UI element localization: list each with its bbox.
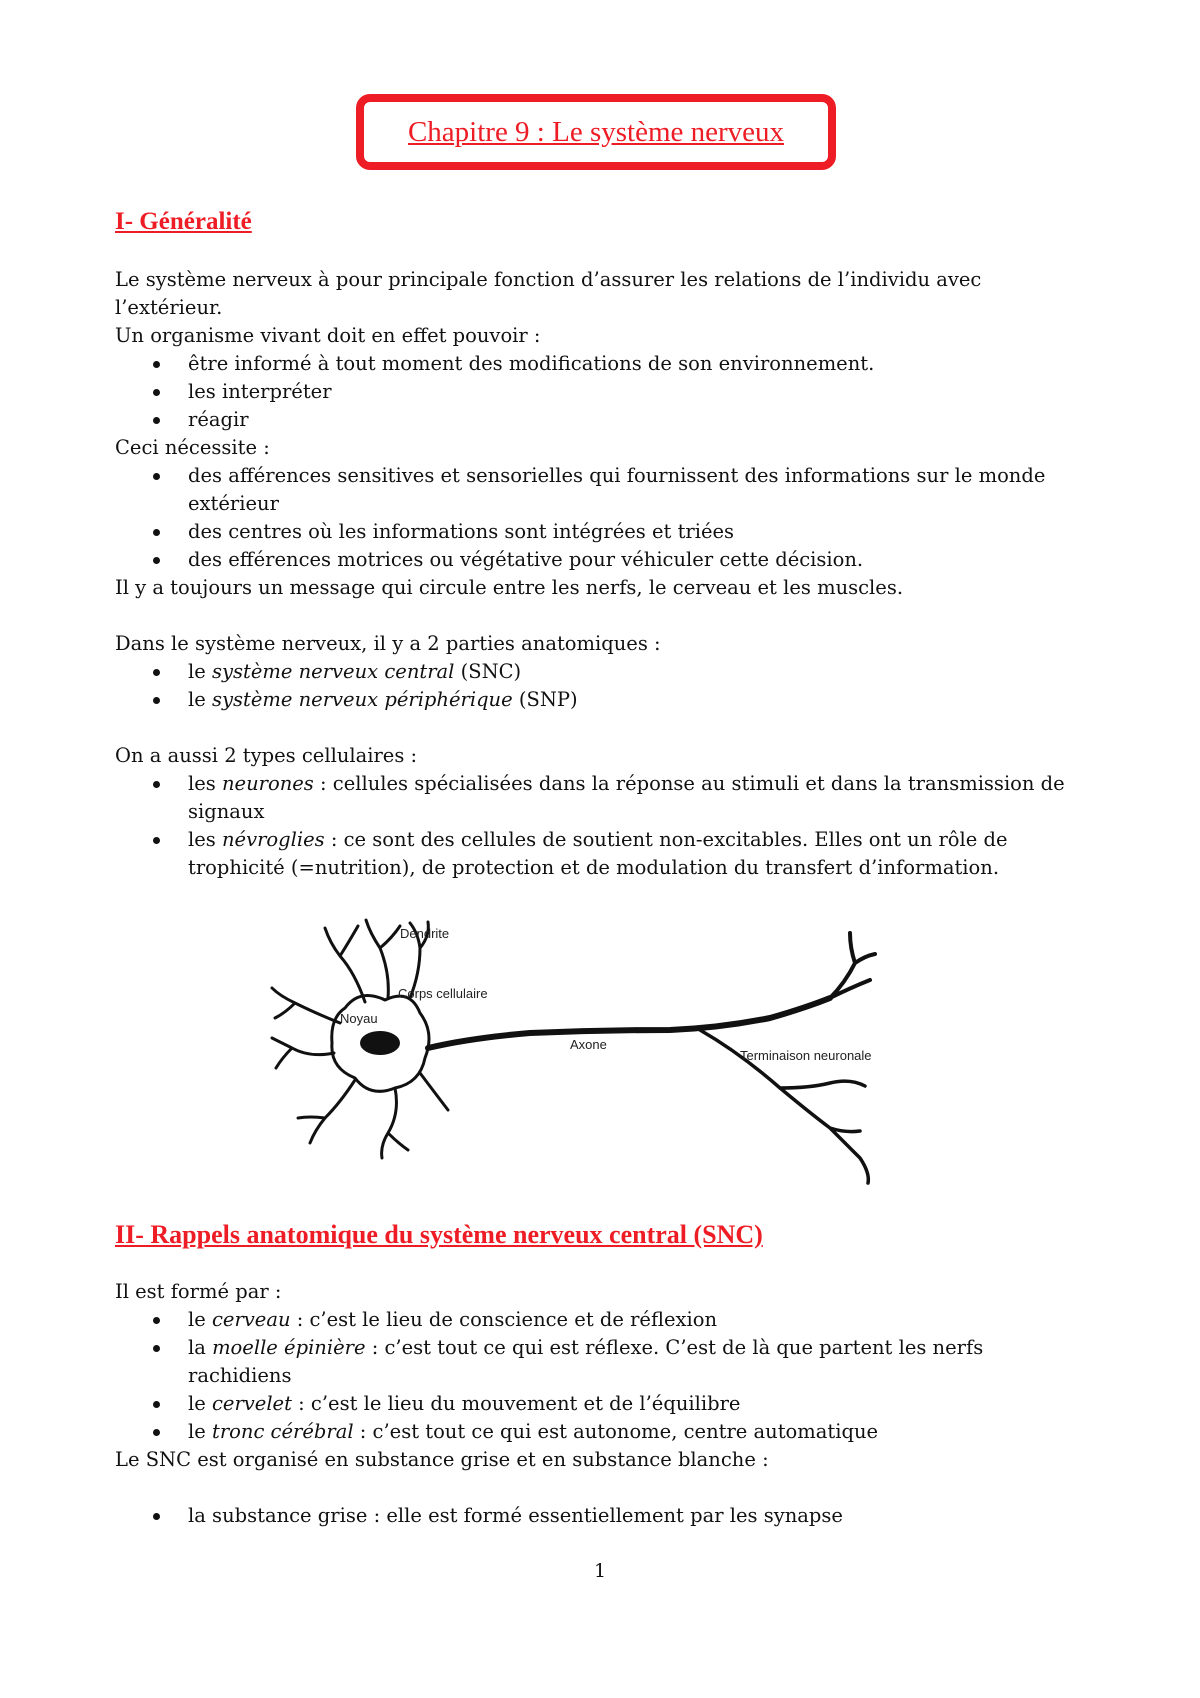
message-line: Il y a toujours un message qui circule entre les nerfs, le cerveau et les muscles. (115, 576, 904, 599)
label-terminal: Terminaison neuronale (740, 1048, 872, 1063)
section-2-heading: II- Rappels anatomique du système nerveux central (SNC) (115, 1220, 763, 1249)
matter-list (115, 1502, 1075, 1530)
label-axon: Axone (570, 1037, 607, 1052)
chapter-title: Chapitre 9 : Le système nerveux (407, 115, 785, 148)
dendrite-branch (272, 988, 340, 1023)
section-1-intro-block (115, 266, 1075, 574)
list-item: réagir (115, 406, 1075, 434)
label-dendrite: Dendrite (400, 926, 450, 941)
matter-line-block (115, 1446, 1075, 1474)
dendrite-branch (366, 920, 400, 998)
list-item: les neurones : cellules spécialisées dans la réponse au stimuli et dans la transmission de signaux (115, 770, 1075, 826)
chapter-title-box (356, 94, 836, 170)
dendrite-branch (420, 1073, 448, 1110)
requirements-list (115, 462, 1075, 574)
formed-line: Il est formé par : (115, 1280, 282, 1303)
components-list (115, 1306, 1075, 1446)
neuron-diagram (270, 918, 940, 1188)
list-item: le cervelet : c’est le lieu du mouvement et de l’équilibre (115, 1390, 1075, 1418)
dendrite-branch (382, 1088, 408, 1158)
axon (428, 998, 830, 1048)
list-item: le tronc cérébral : c’est tout ce qui est autonome, centre automatique (115, 1418, 1075, 1446)
label-cell-body: Corps cellulaire (398, 986, 488, 1001)
list-item: la moelle épinière : c’est tout ce qui est réflexe. C’est de là que partent les nerfs rachidiens (115, 1334, 1075, 1390)
intro-paragraph: Le système nerveux à pour principale fonction d’assurer les relations de l’individu avec l’extérieur. (115, 268, 982, 319)
matter-list-block (115, 1502, 1075, 1530)
cells-block (115, 742, 1075, 882)
organism-line: Un organisme vivant doit en effet pouvoir : (115, 324, 541, 347)
section-2-components-block (115, 1278, 1075, 1446)
label-nucleus: Noyau (340, 1011, 378, 1026)
parts-list (115, 658, 1075, 714)
list-item: des afférences sensitives et sensorielles qui fournissent des informations sur le monde extérieur (115, 462, 1075, 518)
axon-terminal-branch (830, 933, 875, 998)
cells-line: On a aussi 2 types cellulaires : (115, 744, 418, 767)
dendrite-branch (298, 1080, 355, 1143)
list-item: le cerveau : c’est le lieu de conscience et de réflexion (115, 1306, 1075, 1334)
cells-list (115, 770, 1075, 882)
list-item: la substance grise : elle est formé essentiellement par les synapse (115, 1502, 1075, 1530)
list-item: des centres où les informations sont intégrées et triées (115, 518, 1075, 546)
dendrite-branch (272, 1038, 334, 1068)
parts-line: Dans le système nerveux, il y a 2 parties anatomiques : (115, 632, 661, 655)
list-item: le système nerveux central (SNC) (115, 658, 1075, 686)
section-1-heading: I- Généralité (115, 208, 252, 235)
dendrite-branch (325, 926, 365, 1002)
nucleus (360, 1031, 400, 1055)
requires-line: Ceci nécessite : (115, 436, 270, 459)
parts-block (115, 630, 1075, 714)
list-item: des efférences motrices ou végétative pour véhiculer cette décision. (115, 546, 1075, 574)
list-item: les névroglies : ce sont des cellules de soutient non-excitables. Elles ont un rôle de trophicité (=nutrition), de protection et de modulation du transfert d’information. (115, 826, 1075, 882)
abilities-list (115, 350, 1075, 434)
list-item: le système nerveux périphérique (SNP) (115, 686, 1075, 714)
message-paragraph-block (115, 574, 1075, 602)
matter-line: Le SNC est organisé en substance grise et en substance blanche : (115, 1448, 769, 1471)
list-item: les interpréter (115, 378, 1075, 406)
list-item: être informé à tout moment des modifications de son environnement. (115, 350, 1075, 378)
page-number: 1 (593, 1560, 607, 1582)
